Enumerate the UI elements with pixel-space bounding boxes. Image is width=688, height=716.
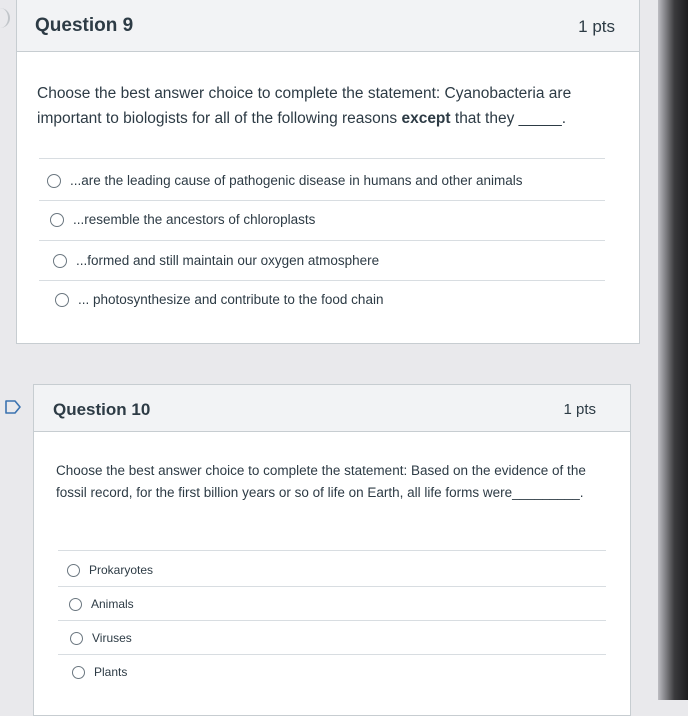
question-body bbox=[17, 52, 639, 343]
radio-button[interactable] bbox=[55, 293, 69, 307]
question-body bbox=[34, 432, 630, 715]
answer-label: ...are the leading cause of pathogenic disease in humans and other animals bbox=[70, 173, 523, 188]
question-points: 1 pts bbox=[578, 17, 615, 36]
question-text-part: that they _____. bbox=[450, 109, 567, 127]
answer-option[interactable] bbox=[72, 665, 127, 679]
answer-label: ...formed and still maintain our oxygen atmosphere bbox=[76, 253, 380, 268]
radio-button[interactable] bbox=[69, 598, 82, 611]
question-points: 1 pts bbox=[563, 401, 596, 418]
radio-button[interactable] bbox=[72, 666, 85, 679]
question-header bbox=[34, 385, 630, 432]
divider bbox=[39, 240, 605, 241]
radio-button[interactable] bbox=[47, 174, 61, 188]
flag-icon[interactable] bbox=[4, 398, 22, 416]
answer-option[interactable] bbox=[69, 597, 134, 611]
question-header bbox=[17, 0, 639, 52]
divider bbox=[58, 586, 606, 587]
question-text bbox=[37, 82, 607, 132]
answer-label: Animals bbox=[91, 597, 134, 611]
answer-option[interactable] bbox=[50, 212, 315, 227]
divider bbox=[58, 550, 606, 551]
divider bbox=[39, 158, 605, 159]
answer-option[interactable] bbox=[55, 292, 383, 307]
question-text-part: Choose the best answer choice to complete the statement: Cyanobacteria are important to biologists for all of the following reasons bbox=[37, 85, 572, 127]
question-title: Question 9 bbox=[35, 15, 134, 36]
answer-option[interactable] bbox=[67, 563, 153, 577]
question-10-card bbox=[33, 384, 631, 716]
divider bbox=[58, 654, 606, 655]
question-title: Question 10 bbox=[53, 400, 151, 419]
answer-label: Prokaryotes bbox=[89, 563, 154, 577]
divider bbox=[39, 280, 605, 281]
screen-edge bbox=[658, 0, 688, 700]
answer-label: ...resemble the ancestors of chloroplasts bbox=[73, 212, 316, 227]
answer-label: Plants bbox=[94, 665, 128, 679]
radio-button[interactable] bbox=[70, 632, 83, 645]
answer-option[interactable] bbox=[47, 173, 523, 188]
question-text-emphasis: except bbox=[401, 109, 451, 127]
answer-label: ... photosynthesize and contribute to the food chain bbox=[78, 292, 384, 307]
divider bbox=[58, 620, 606, 621]
answer-option[interactable] bbox=[53, 253, 379, 268]
edge-mark bbox=[0, 8, 10, 28]
question-text: Choose the best answer choice to complete the statement: Based on the evidence of the fossil record, for the first billion years or so of life on Earth, all life forms were_________. bbox=[56, 463, 586, 501]
question-9-card bbox=[16, 0, 640, 344]
radio-button[interactable] bbox=[50, 213, 64, 227]
answer-label: Viruses bbox=[92, 631, 132, 645]
radio-button[interactable] bbox=[53, 254, 67, 268]
divider bbox=[39, 200, 605, 201]
answer-option[interactable] bbox=[70, 631, 132, 645]
radio-button[interactable] bbox=[67, 564, 80, 577]
